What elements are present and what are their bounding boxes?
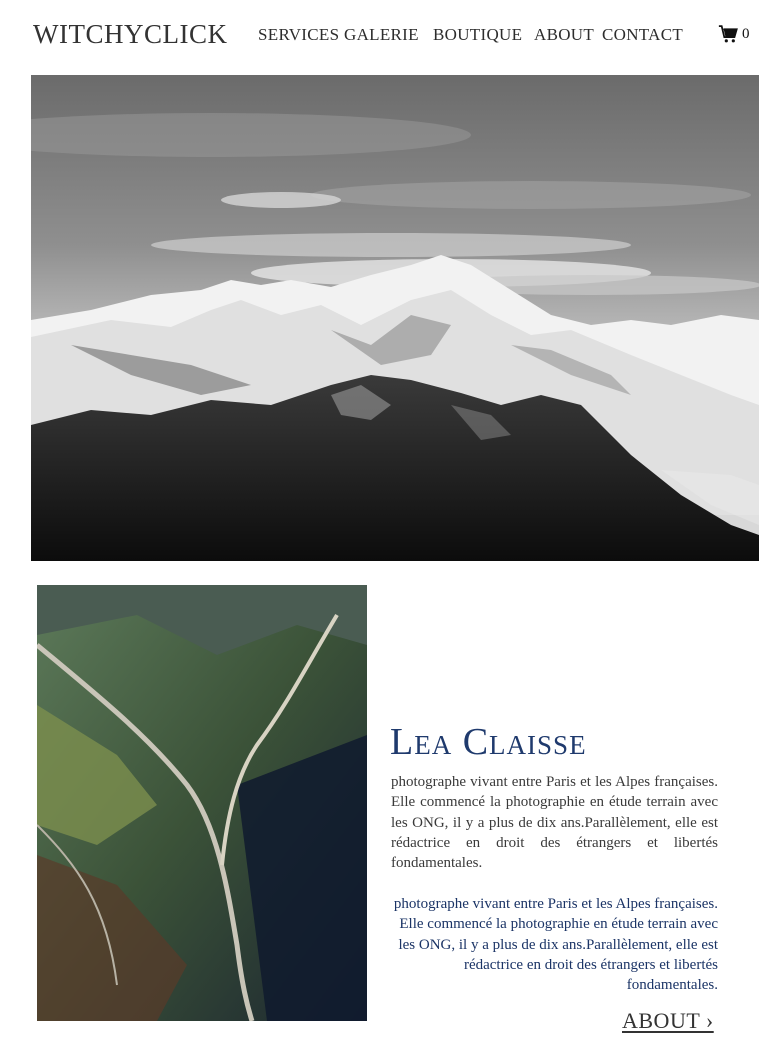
bio-paragraph: photographe vivant entre Paris et les Alpes françaises. Elle commencé la photographie en étude terrain avec les ONG, il y a plus de dix ans.Parallèlement, elle est rédactrice en droit des étrangers et libertés fondamentales. <box>391 774 718 872</box>
site-logo[interactable]: WITCHYCLICK <box>33 19 228 49</box>
bio-paragraph-accent: photographe vivant entre Paris et les Alpes françaises. Elle commencé la photographie en étude terrain avec les ONG, il y a plus de dix ans.Parallèlement, elle est rédactrice en droit des étrangers et libertés fondamentales. <box>393 896 718 994</box>
cart-count: 0 <box>742 25 750 42</box>
about-link[interactable]: ABOUT › <box>622 1008 714 1033</box>
shopping-cart-icon <box>718 24 739 44</box>
photographer-name: Lea Claisse <box>390 721 587 763</box>
nav-galerie[interactable]: GALERIE <box>344 25 419 44</box>
hero-image <box>31 75 759 561</box>
portrait-image <box>37 585 367 1021</box>
nav-services[interactable]: SERVICES <box>258 25 340 44</box>
cart-button[interactable] <box>718 24 750 44</box>
nav-contact[interactable]: CONTACT <box>602 25 684 44</box>
site-header <box>0 0 776 72</box>
nav-about[interactable]: ABOUT <box>534 25 595 44</box>
nav-boutique[interactable]: BOUTIQUE <box>433 25 523 44</box>
